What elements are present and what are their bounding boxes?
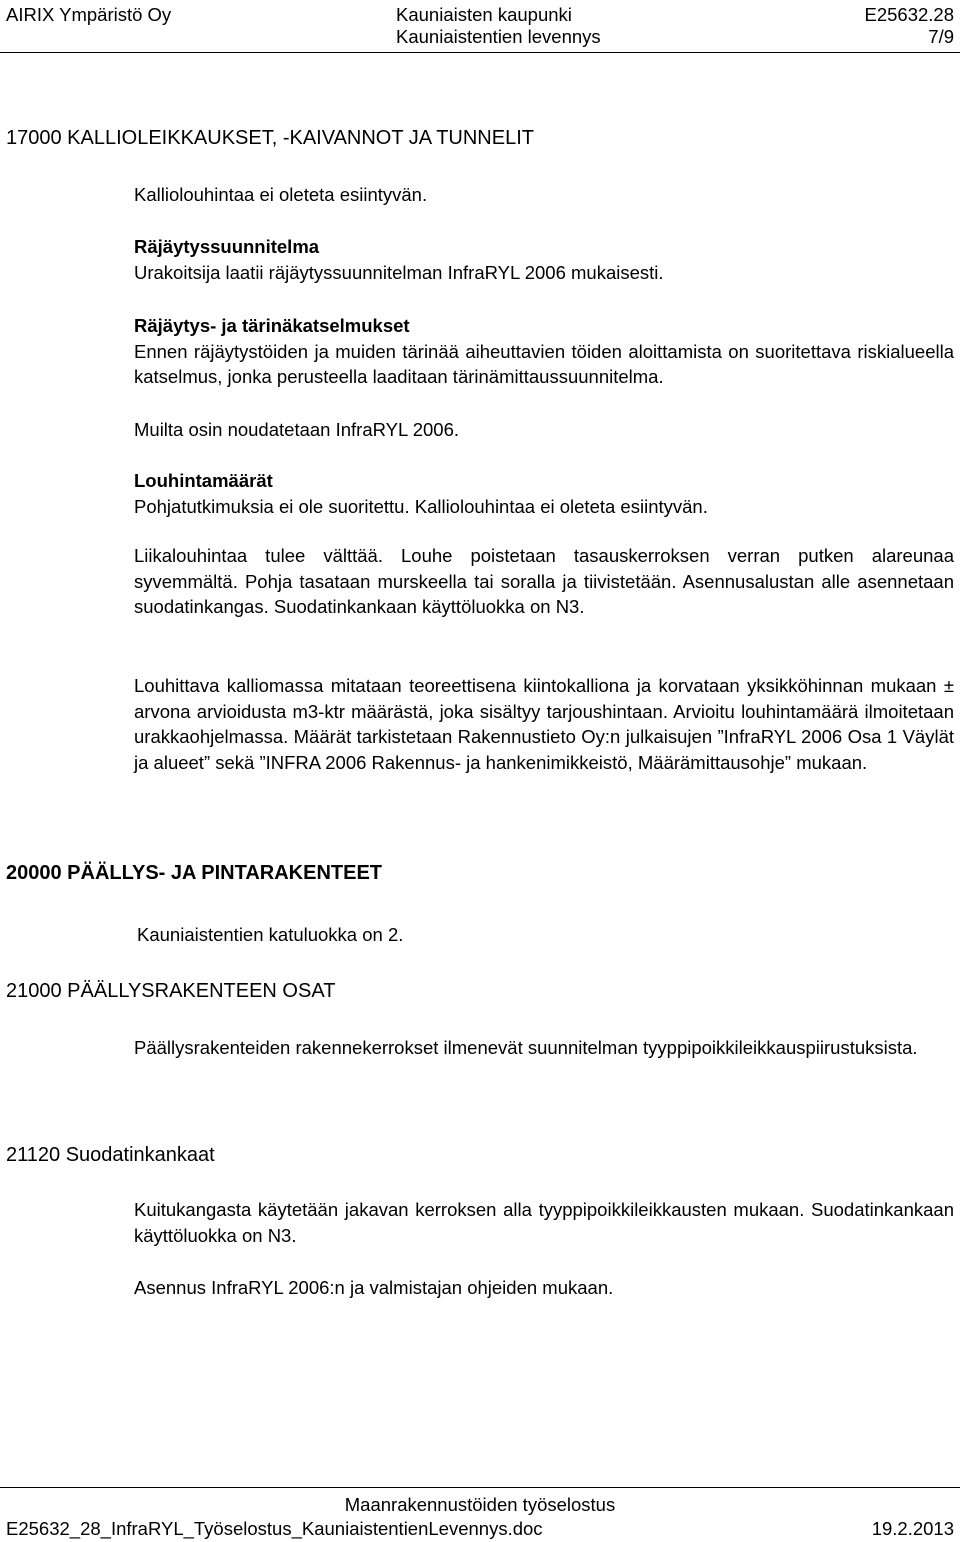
survey-block: [134, 313, 954, 390]
header-company: AIRIX Ympäristö Oy: [6, 4, 172, 25]
blast-plan-title: Räjäytyssuunnitelma: [134, 236, 320, 257]
section-21120-install-text: Asennus InfraRYL 2006:n ja valmistajan ohjeiden mukaan.: [134, 1277, 614, 1298]
header-page-number: 7/9: [928, 26, 954, 47]
footer-date: 19.2.2013: [871, 1518, 954, 1539]
survey-text: Ennen räjäytystöiden ja muiden tärinää aiheuttavien töiden aloittamista on suoritettava riskialueella katselmus, jonka perusteella laaditaan tärinämittaussuunnitelma.: [134, 340, 954, 387]
section-21120-text: Kuitukangasta käytetään jakavan kerroksen alla tyyppipoikkileikkausten mukaan. Suodatinkankaan käyttöluokka on N3.: [134, 1199, 954, 1246]
footer-doc-type: Maanrakennustöiden työselostus: [344, 1494, 616, 1515]
quantities-block: [134, 468, 954, 519]
overexcavation-text: Liikalouhintaa tulee välttää. Louhe poistetaan tasauskerroksen verran putken alareunaa syvemmältä. Pohja tasataan murskeella tai soralla ja tiivistetään. Asennusalustan alle asennetaan suodatinkangas. Suodatinkankaan käyttöluokka on N3.: [134, 545, 954, 617]
section-20000-title: 20000 PÄÄLLYS- JA PINTARAKENTEET: [6, 862, 383, 884]
quantities-title: Louhintamäärät: [134, 470, 273, 491]
header-divider: [0, 52, 960, 53]
survey-title: Räjäytys- ja tärinäkatselmukset: [134, 315, 410, 336]
other-rules-text: Muilta osin noudatetaan InfraRYL 2006.: [134, 419, 460, 440]
section-21000-title: 21000 PÄÄLLYSRAKENTEEN OSAT: [6, 980, 336, 1002]
section-21120-title: 21120 Suodatinkankaat: [6, 1144, 215, 1166]
quantities-text: Pohjatutkimuksia ei ole suoritettu. Kalliolouhintaa ei oleteta esiintyvän.: [134, 495, 708, 517]
header-project: Kauniaistentien levennys: [396, 26, 601, 47]
header-client: Kauniaisten kaupunki: [396, 4, 572, 25]
blast-plan-block: [134, 234, 954, 285]
footer-divider: [0, 1487, 960, 1488]
page-header-row-2: [6, 24, 954, 50]
header-doc-code: E25632.28: [864, 4, 954, 25]
measurement-text: Louhittava kalliomassa mitataan teoreettisena kiintokalliona ja korvataan yksikköhinnan mukaan ± arvona arvioidusta m3-ktr määrästä, joka sisältyy tarjoushintaan. Arvioitu louhintamäärä ilmoitetaan urakkaohjelmassa. Määrät tarkistetaan Rakennustieto Oy:n julkaisujen ”InfraRYL 2006 Osa 1 Väylät ja alueet” sekä ”INFRA 2006 Rakennus- ja hankenimikkeistö, Määrämittausohje” mukaan.: [134, 675, 954, 773]
section-21000-text: Päällysrakenteiden rakennekerrokset ilmenevät suunnitelman tyyppipoikkileikkauspiirustuksista.: [134, 1037, 918, 1058]
footer-filename: E25632_28_InfraRYL_Työselostus_KauniaistentienLevennys.doc: [6, 1518, 543, 1539]
blast-plan-text: Urakoitsija laatii räjäytyssuunnitelman InfraRYL 2006 mukaisesti.: [134, 261, 664, 283]
section-17000-title: 17000 KALLIOLEIKKAUKSET, -KAIVANNOT JA TUNNELIT: [6, 127, 534, 149]
section-20000-text: Kauniaistentien katuluokka on 2.: [137, 924, 404, 945]
section-17000-intro: Kalliolouhintaa ei oleteta esiintyvän.: [134, 184, 428, 205]
